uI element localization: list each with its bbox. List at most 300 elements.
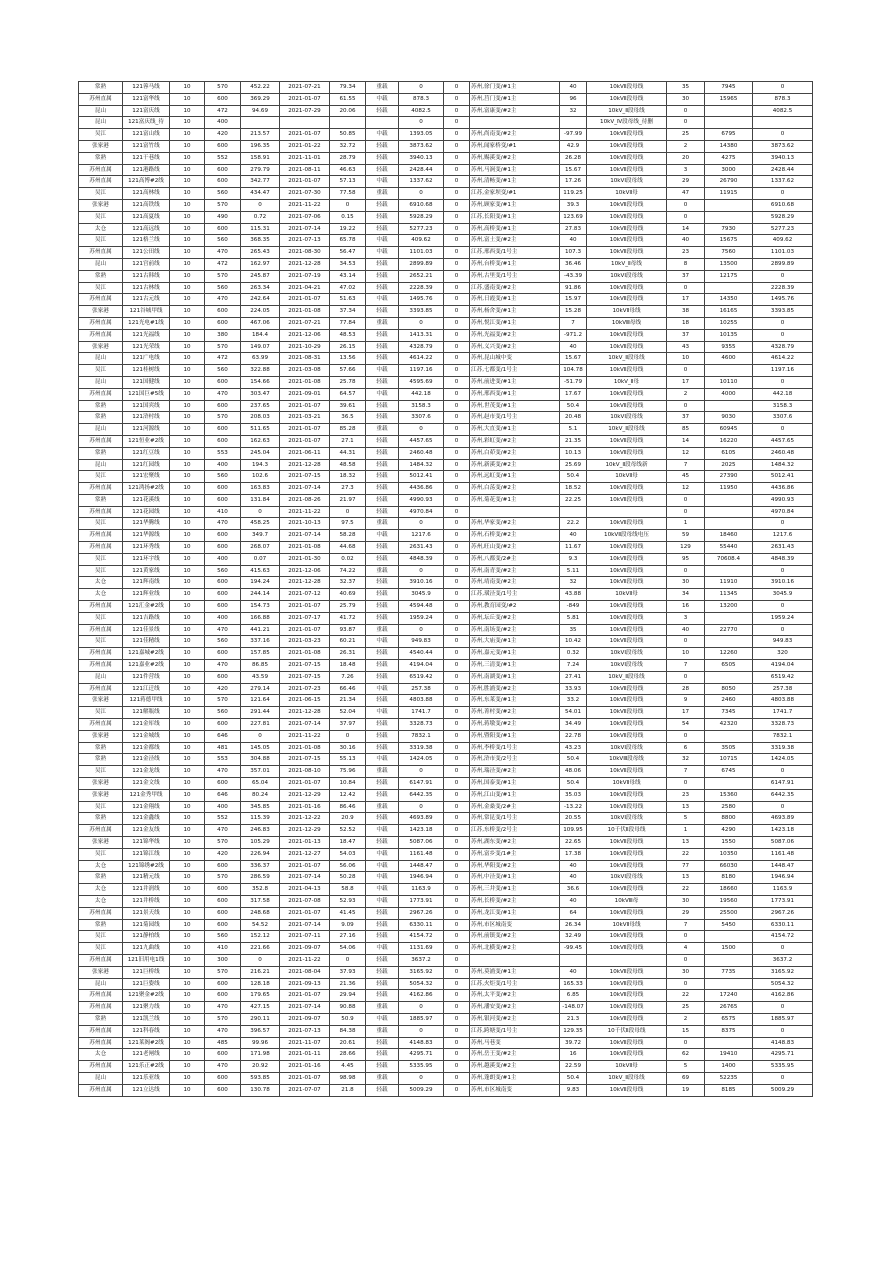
table-cell: 4082.5: [753, 105, 813, 117]
table-cell: 中载: [366, 129, 399, 141]
table-cell: [705, 211, 753, 223]
table-cell: 400: [205, 117, 241, 129]
table-cell: -51.79: [560, 376, 587, 388]
table-cell: 290.11: [241, 1013, 280, 1025]
table-cell: 47.02: [330, 282, 366, 294]
table-cell: 410: [205, 943, 241, 955]
table-cell: 10: [170, 199, 205, 211]
table-cell: 1741.7: [753, 707, 813, 719]
table-cell: 2021-01-08: [280, 648, 330, 660]
table-row: [79, 282, 813, 294]
table-cell: 10: [170, 518, 205, 530]
table-cell: -43.39: [560, 270, 587, 282]
table-cell: 5.1: [560, 424, 587, 436]
table-cell: 1413.31: [399, 329, 444, 341]
table-cell: 2021-07-30: [280, 188, 330, 200]
table-cell: 54.52: [241, 919, 280, 931]
table-cell: 10kVⅡ段母线: [587, 801, 667, 813]
table-cell: 352.8: [241, 884, 280, 896]
table-cell: 37: [667, 412, 705, 424]
table-cell: 4162.86: [399, 990, 444, 1002]
table-cell: 10: [170, 317, 205, 329]
table-cell: 39.72: [560, 1037, 587, 1049]
table-cell: 35: [560, 624, 587, 636]
table-cell: 1550: [705, 837, 753, 849]
table-cell: [705, 778, 753, 790]
table-cell: 64.57: [330, 388, 366, 400]
table-cell: 张家港: [79, 199, 123, 211]
table-cell: [705, 199, 753, 211]
table-cell: 苏州,富乡变/1#主: [470, 848, 560, 860]
table-cell: 115.39: [241, 813, 280, 825]
table-cell: 400: [205, 801, 241, 813]
table-cell: 10kVⅡ段母线: [587, 388, 667, 400]
table-cell: 轻载: [366, 695, 399, 707]
table-cell: [280, 117, 330, 129]
table-cell: 轻载: [366, 152, 399, 164]
table-cell: 34.49: [560, 719, 587, 731]
table-row: [79, 506, 813, 518]
table-cell: 434.47: [241, 188, 280, 200]
table-cell: 22: [667, 990, 705, 1002]
table-cell: 4: [667, 943, 705, 955]
table-cell: 2021-01-07: [280, 424, 330, 436]
table-cell: 轻载: [366, 553, 399, 565]
table-cell: 常熟: [79, 919, 123, 931]
table-cell: 121港路线: [123, 164, 170, 176]
table-cell: 苏州直属: [79, 435, 123, 447]
table-cell: 15.67: [560, 353, 587, 365]
table-cell: 4295.71: [399, 1049, 444, 1061]
table-cell: 0: [444, 1025, 470, 1037]
table-cell: 10255: [705, 317, 753, 329]
table-cell: 3307.6: [399, 412, 444, 424]
table-cell: 58.8: [330, 884, 366, 896]
table-cell: 42320: [705, 719, 753, 731]
table-cell: 苏州,暨阳变/#1主: [470, 730, 560, 742]
table-cell: 10kVⅡ段母线: [587, 565, 667, 577]
table-cell: 苏州,浒市变/2号主: [470, 754, 560, 766]
table-cell: 2021-09-13: [280, 978, 330, 990]
table-row: [79, 683, 813, 695]
table-cell: 张家港: [79, 837, 123, 849]
table-cell: 1423.18: [753, 825, 813, 837]
table-cell: 2021-12-29: [280, 789, 330, 801]
table-cell: 2025: [705, 459, 753, 471]
table-cell: 10: [170, 695, 205, 707]
table-cell: 0: [444, 837, 470, 849]
table-cell: 2631.43: [399, 542, 444, 554]
table-cell: 10: [170, 801, 205, 813]
table-cell: 10kVⅡ段母线: [587, 294, 667, 306]
table-cell: 苏州,白荡变/#2主: [470, 483, 560, 495]
table-cell: 2021-12-29: [280, 825, 330, 837]
table-cell: 10: [170, 577, 205, 589]
table-row: [79, 1037, 813, 1049]
table-cell: [470, 506, 560, 518]
table-cell: 轻载: [366, 199, 399, 211]
table-cell: 600: [205, 778, 241, 790]
table-cell: 10kVⅡ段母线: [587, 848, 667, 860]
table-cell: 重载: [366, 1072, 399, 1084]
table-cell: 苏州直属: [79, 1002, 123, 1014]
table-cell: 4614.22: [753, 353, 813, 365]
table-cell: 2021-12-06: [280, 565, 330, 577]
table-cell: 10: [170, 1049, 205, 1061]
table-cell: 10: [170, 188, 205, 200]
table-cell: 121解瓶线: [123, 707, 170, 719]
table-cell: 244.14: [241, 589, 280, 601]
table-cell: 1: [667, 518, 705, 530]
table-cell: 50.85: [330, 129, 366, 141]
table-cell: 吴江: [79, 129, 123, 141]
table-cell: 29: [667, 176, 705, 188]
table-cell: 11345: [705, 589, 753, 601]
table-row: [79, 954, 813, 966]
table-cell: 10: [170, 365, 205, 377]
table-cell: 56.06: [330, 860, 366, 872]
table-cell: 470: [205, 1061, 241, 1073]
table-cell: 2460.48: [399, 447, 444, 459]
table-cell: 0: [667, 730, 705, 742]
table-cell: 162.97: [241, 258, 280, 270]
table-cell: 10kV_Ⅱ母: [587, 376, 667, 388]
table-cell: 121宏聚线: [123, 471, 170, 483]
table-cell: 0: [330, 954, 366, 966]
table-row: [79, 589, 813, 601]
table-cell: 3910.16: [753, 577, 813, 589]
table-cell: 570: [205, 270, 241, 282]
table-cell: 苏州直属: [79, 317, 123, 329]
table-cell: 张家港: [79, 341, 123, 353]
table-cell: 10: [170, 848, 205, 860]
table-cell: 18.47: [330, 837, 366, 849]
table-row: [79, 530, 813, 542]
table-cell: 600: [205, 164, 241, 176]
table-cell: 2021-12-27: [280, 848, 330, 860]
table-cell: 苏州,尚南变/#2主: [470, 129, 560, 141]
table-cell: 600: [205, 424, 241, 436]
table-cell: 121金文线: [123, 778, 170, 790]
table-cell: 2021-12-28: [280, 459, 330, 471]
table-cell: 10: [170, 789, 205, 801]
table-cell: 10: [170, 247, 205, 259]
table-cell: 9: [667, 695, 705, 707]
table-row: [79, 778, 813, 790]
table-cell: 7: [560, 317, 587, 329]
table-cell: 163.83: [241, 483, 280, 495]
table-cell: 苏州,常昆变/1号主: [470, 813, 560, 825]
table-cell: 0: [444, 129, 470, 141]
table-cell: 3637.2: [753, 954, 813, 966]
table-cell: 2021-06-11: [280, 447, 330, 459]
table-row: [79, 1049, 813, 1061]
table-cell: 10: [170, 943, 205, 955]
table-cell: 3393.85: [753, 306, 813, 318]
table-cell: 0: [444, 223, 470, 235]
table-cell: 10: [170, 636, 205, 648]
table-cell: 8185: [705, 1084, 753, 1096]
table-cell: 441.21: [241, 624, 280, 636]
table-cell: 22.59: [560, 1061, 587, 1073]
table-row: [79, 978, 813, 990]
table-cell: 553: [205, 754, 241, 766]
table-cell: 560: [205, 931, 241, 943]
table-cell: 苏州直属: [79, 1061, 123, 1073]
table-cell: 121公田线: [123, 247, 170, 259]
table-cell: 2021-07-21: [280, 82, 330, 94]
table-cell: 4295.71: [753, 1049, 813, 1061]
table-cell: 369.29: [241, 93, 280, 105]
table-cell: 10kVⅡ段母线: [587, 990, 667, 1002]
table-row: [79, 117, 813, 129]
table-cell: 苏州,岳王变/#2主: [470, 1049, 560, 1061]
table-row: [79, 459, 813, 471]
table-cell: 苏州,远虹变/#1主: [470, 471, 560, 483]
table-cell: 轻载: [366, 270, 399, 282]
table-cell: 2021-01-07: [280, 907, 330, 919]
table-cell: 5277.23: [399, 223, 444, 235]
table-cell: 121聚金#2线: [123, 990, 170, 1002]
table-cell: 600: [205, 919, 241, 931]
table-cell: 1484.32: [399, 459, 444, 471]
table-cell: 9.83: [560, 1084, 587, 1096]
table-cell: 5054.32: [399, 978, 444, 990]
table-cell: 570: [205, 341, 241, 353]
table-cell: 吴江: [79, 553, 123, 565]
table-cell: -148.07: [560, 1002, 587, 1014]
table-cell: 2021-08-04: [280, 966, 330, 978]
table-cell: 32.37: [330, 577, 366, 589]
table-cell: 380: [205, 329, 241, 341]
table-cell: 0: [444, 943, 470, 955]
table-cell: 0: [753, 424, 813, 436]
table-cell: 121嘉城#2线: [123, 648, 170, 660]
table-cell: 张家港: [79, 306, 123, 318]
table-cell: 30: [667, 577, 705, 589]
table-cell: 轻载: [366, 306, 399, 318]
table-cell: 2021-08-31: [280, 353, 330, 365]
table-cell: 0: [667, 365, 705, 377]
table-cell: 0: [444, 294, 470, 306]
table-cell: 0: [444, 1084, 470, 1096]
table-cell: 165.33: [560, 978, 587, 990]
table-cell: 129: [667, 542, 705, 554]
table-cell: 40: [560, 341, 587, 353]
table-cell: 2021-01-07: [280, 860, 330, 872]
table-cell: 121谷城甲线: [123, 306, 170, 318]
table-cell: 3328.73: [399, 719, 444, 731]
table-cell: 10: [170, 1013, 205, 1025]
table-cell: 张家港: [79, 140, 123, 152]
table-cell: 121金翔线: [123, 801, 170, 813]
table-cell: 121金秀甲线: [123, 789, 170, 801]
table-cell: 轻载: [366, 341, 399, 353]
table-cell: 19.22: [330, 223, 366, 235]
table-cell: 0: [667, 105, 705, 117]
table-cell: 0: [667, 565, 705, 577]
table-cell: 121浒村线: [123, 412, 170, 424]
table-cell: 75.96: [330, 766, 366, 778]
table-cell: 2021-07-08: [280, 895, 330, 907]
table-cell: 2967.26: [399, 907, 444, 919]
table-cell: 10135: [705, 329, 753, 341]
table-cell: 213.57: [241, 129, 280, 141]
table-cell: 2021-01-07: [280, 1072, 330, 1084]
table-cell: 121高林线: [123, 188, 170, 200]
table-cell: 10: [170, 105, 205, 117]
table-cell: 中载: [366, 176, 399, 188]
table-cell: 吴江: [79, 188, 123, 200]
table-cell: 10: [170, 176, 205, 188]
table-cell: 0: [444, 553, 470, 565]
table-cell: 2460.48: [753, 447, 813, 459]
table-cell: 0: [667, 1037, 705, 1049]
table-cell: 7: [667, 660, 705, 672]
table-cell: 吴江: [79, 235, 123, 247]
table-cell: 121富山线: [123, 129, 170, 141]
table-cell: 张家港: [79, 730, 123, 742]
table-cell: 96: [560, 93, 587, 105]
table-cell: 2021-07-29: [280, 105, 330, 117]
table-cell: 166.88: [241, 612, 280, 624]
table-cell: 10: [170, 117, 205, 129]
table-row: [79, 1002, 813, 1014]
table-cell: 10kVⅡ段母线: [587, 907, 667, 919]
table-cell: 26.31: [330, 648, 366, 660]
table-cell: [705, 954, 753, 966]
table-cell: 3: [667, 612, 705, 624]
table-cell: 30.16: [330, 742, 366, 754]
table-cell: 121古元线: [123, 294, 170, 306]
table-cell: 5009.29: [753, 1084, 813, 1096]
table-cell: 10kVⅠ段母线: [587, 176, 667, 188]
table-cell: 10kVⅡ段母线: [587, 518, 667, 530]
table-cell: 121富华线: [123, 93, 170, 105]
table-cell: 2021-09-07: [280, 943, 330, 955]
table-cell: 37: [667, 270, 705, 282]
table-cell: 79.34: [330, 82, 366, 94]
table-cell: 11910: [705, 577, 753, 589]
table-cell: 轻载: [366, 376, 399, 388]
table-cell: 苏州,大庙变/#1主: [470, 636, 560, 648]
table-cell: 2021-01-11: [280, 1049, 330, 1061]
table-cell: 6910.68: [753, 199, 813, 211]
table-cell: 0: [667, 506, 705, 518]
table-row: [79, 990, 813, 1002]
table-cell: 太仓: [79, 577, 123, 589]
table-cell: 10kVⅡ段母线: [587, 1002, 667, 1014]
table-cell: 0: [444, 82, 470, 94]
table-cell: 6330.11: [399, 919, 444, 931]
table-cell: 22.65: [560, 837, 587, 849]
table-cell: 10: [667, 353, 705, 365]
table-cell: 苏州,世茂变/#1主: [470, 400, 560, 412]
table-cell: 10: [170, 825, 205, 837]
table-cell: 张家港: [79, 778, 123, 790]
table-cell: 10: [170, 1025, 205, 1037]
table-cell: 吴江: [79, 943, 123, 955]
table-cell: 121吉路线: [123, 612, 170, 624]
table-cell: 0: [444, 577, 470, 589]
table-cell: 江苏,东桥变/2号主: [470, 825, 560, 837]
table-cell: 104.78: [560, 365, 587, 377]
table-cell: 2021-01-07: [280, 129, 330, 141]
table-cell: 485: [205, 1037, 241, 1049]
table-cell: 4848.39: [399, 553, 444, 565]
table-cell: 4162.86: [753, 990, 813, 1002]
table-cell: 2021-12-28: [280, 577, 330, 589]
table-cell: 10kVⅡ段母线: [587, 282, 667, 294]
table-cell: 2021-01-08: [280, 542, 330, 554]
table-cell: 279.79: [241, 164, 280, 176]
table-cell: 苏州,前进变/#1主: [470, 376, 560, 388]
table-cell: 46.63: [330, 164, 366, 176]
table-cell: 苏州,南场变/#2主: [470, 624, 560, 636]
table-cell: 2228.39: [753, 282, 813, 294]
table-cell: 5.81: [560, 612, 587, 624]
table-cell: 2021-07-07: [280, 1084, 330, 1096]
table-cell: 0: [444, 1037, 470, 1049]
table-cell: 2021-06-15: [280, 695, 330, 707]
table-cell: 472: [205, 258, 241, 270]
table-cell: 6147.91: [399, 778, 444, 790]
table-cell: [705, 506, 753, 518]
table-cell: 121江迁线: [123, 683, 170, 695]
table-cell: 10: [170, 164, 205, 176]
table-cell: 苏州,市区城南变: [470, 1084, 560, 1096]
table-cell: [705, 1037, 753, 1049]
table-cell: 1484.32: [753, 459, 813, 471]
table-cell: 1337.62: [753, 176, 813, 188]
table-cell: 1423.18: [399, 825, 444, 837]
table-cell: 5087.06: [399, 837, 444, 849]
table-cell: 41.45: [330, 907, 366, 919]
table-cell: 3165.92: [753, 966, 813, 978]
table-cell: 10: [170, 778, 205, 790]
table-cell: 2: [667, 1013, 705, 1025]
table-cell: 2021-07-13: [280, 235, 330, 247]
table-cell: 8180: [705, 872, 753, 884]
table-cell: 2021-12-22: [280, 813, 330, 825]
table-cell: 77.84: [330, 317, 366, 329]
table-cell: 2021-07-14: [280, 1002, 330, 1014]
table-cell: 3910.16: [399, 577, 444, 589]
table-cell: 10kVⅡ母: [587, 589, 667, 601]
table-cell: 0: [753, 129, 813, 141]
table-cell: 重载: [366, 82, 399, 94]
table-cell: 27.16: [330, 931, 366, 943]
table-row: [79, 223, 813, 235]
table-cell: 17.26: [560, 176, 587, 188]
table-cell: 轻载: [366, 577, 399, 589]
table-cell: 600: [205, 435, 241, 447]
table-cell: 1217.6: [399, 530, 444, 542]
table-cell: 江苏,长阳变/#1主: [470, 211, 560, 223]
table-cell: 600: [205, 577, 241, 589]
table-cell: 苏州,前镇变/#2主: [470, 931, 560, 943]
table-cell: 415.63: [241, 565, 280, 577]
table-row: [79, 435, 813, 447]
table-cell: 4693.89: [399, 813, 444, 825]
table-cell: 2652.21: [399, 270, 444, 282]
table-cell: 4082.5: [399, 105, 444, 117]
table-cell: 6519.42: [753, 671, 813, 683]
table-cell: 121高夏线: [123, 211, 170, 223]
table-cell: 太仓: [79, 1049, 123, 1061]
table-cell: 苏州直属: [79, 660, 123, 672]
table-cell: 10kVⅡ段母线: [587, 766, 667, 778]
